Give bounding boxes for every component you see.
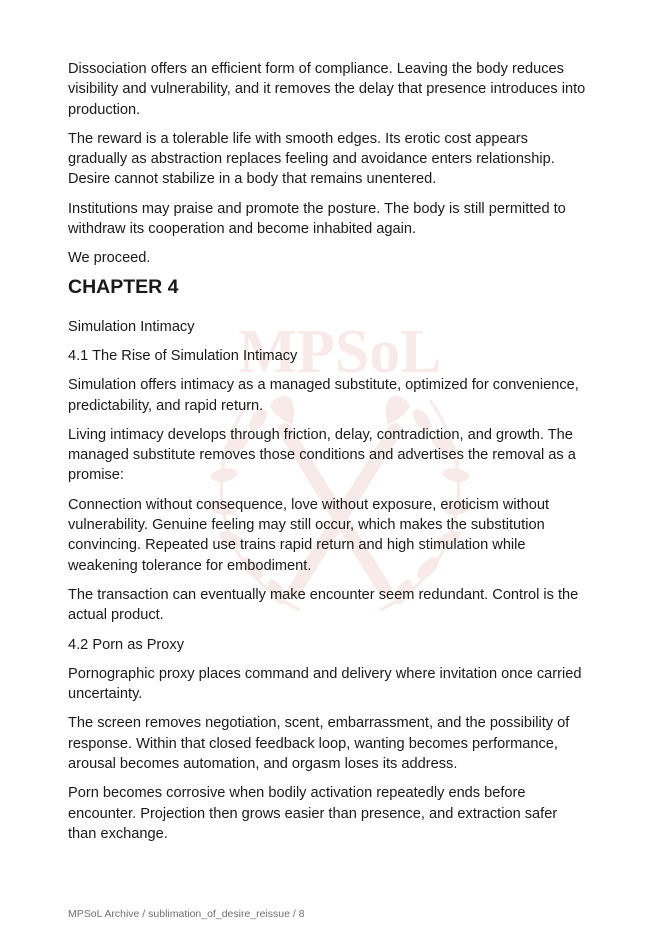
paragraph: Institutions may praise and promote the posture. The body is still permitted to withdraw its cooperation and become inhabited again. xyxy=(68,200,566,238)
chapter-title: Simulation Intimacy xyxy=(68,318,195,335)
chapter-heading: CHAPTER 4 xyxy=(68,275,179,298)
paragraph: We proceed. xyxy=(68,250,151,267)
paragraph: Dissociation offers an efficient form of compliance. Leaving the body reduces visibility and vulnerability, and it removes the delay that presence introduces into production. xyxy=(68,61,586,118)
paragraph: The reward is a tolerable life with smooth edges. Its erotic cost appears gradually as abstraction replaces feeling and avoidance enters relationship. Desire cannot stabilize in a body that remains unentered. xyxy=(68,130,555,188)
document-body xyxy=(68,59,588,844)
paragraph: Living intimacy develops through friction, delay, contradiction, and growth. The managed substitute removes those conditions and advertises the removal as a promise: xyxy=(68,426,576,484)
paragraph: The screen removes negotiation, scent, embarrassment, and the possibility of response. Within that closed feedback loop, wanting becomes performance, arousal becomes automation, and orgasm loses its address. xyxy=(68,715,570,773)
paragraph: Simulation offers intimacy as a managed substitute, optimized for convenience, predictability, and rapid return. xyxy=(68,377,579,414)
watermark-text: MPSoL xyxy=(238,318,442,386)
section-heading: 4.1 The Rise of Simulation Intimacy xyxy=(68,347,298,364)
paragraph: Connection without consequence, love without exposure, eroticism without vulnerability. Genuine feeling may still occur, which makes the substitution convincing. Repeated use trains rapid return and high stimulation while weakening tolerance for embodiment. xyxy=(68,496,550,574)
page-footer: MPSoL Archive / sublimation_of_desire_reissue / 8 xyxy=(68,908,305,920)
section-heading: 4.2 Porn as Proxy xyxy=(68,636,184,653)
paragraph: The transaction can eventually make encounter seem redundant. Control is the actual product. xyxy=(68,586,579,624)
paragraph: Porn becomes corrosive when bodily activation repeatedly ends before encounter. Projection then grows easier than presence, and extraction safer than exchange. xyxy=(68,785,558,842)
paragraph: Pornographic proxy places command and delivery where invitation once carried uncertainty. xyxy=(68,665,582,703)
